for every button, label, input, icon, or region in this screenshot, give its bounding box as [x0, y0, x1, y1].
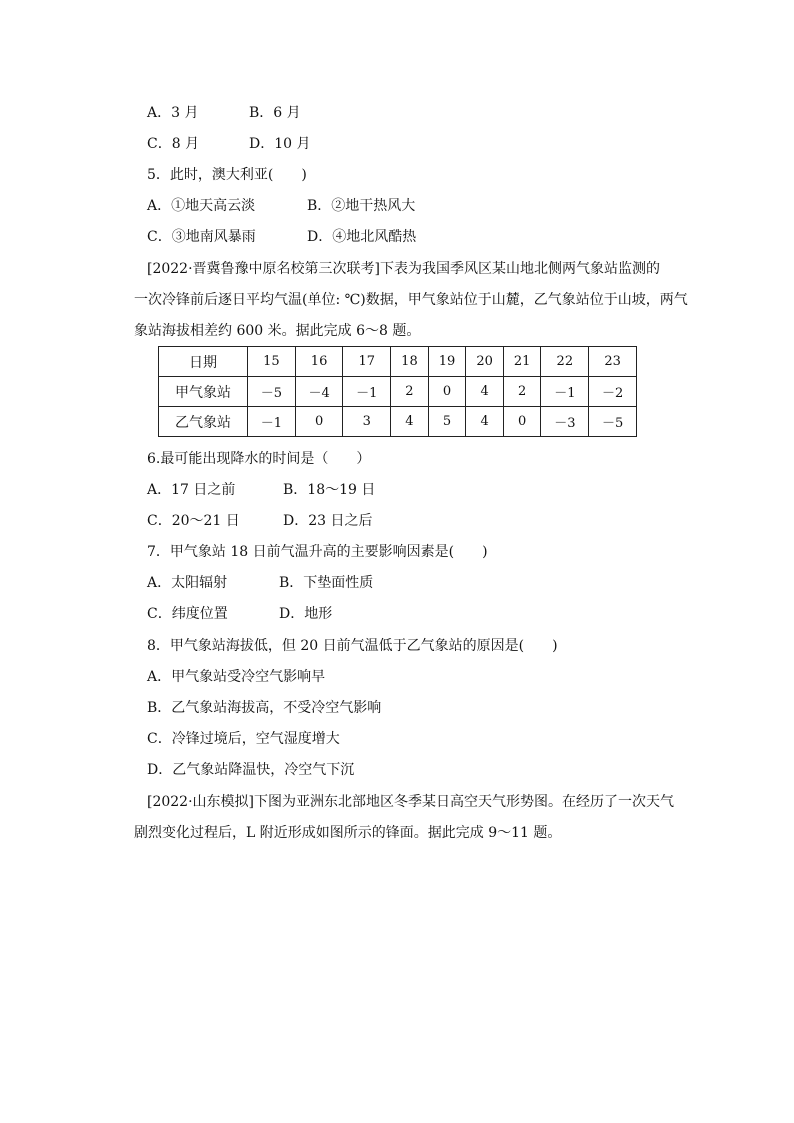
q6-option-a: A．17 日之前	[147, 482, 236, 498]
temp-cell: －1	[343, 377, 391, 407]
temp-cell: 0	[295, 407, 343, 437]
table-header-row	[159, 347, 637, 377]
q8-option-c: C．冷锋过境后，空气湿度增大	[147, 731, 340, 747]
q5-option-b: B．②地干热风大	[307, 198, 416, 214]
q5-option-row-2	[147, 229, 547, 245]
temp-cell: 4	[391, 407, 429, 437]
q7-option-d: D．地形	[279, 606, 333, 622]
temp-cell: 2	[503, 377, 541, 407]
q5-stem: 5．此时，澳大利亚( )	[147, 167, 307, 183]
date-cell: 20	[466, 347, 504, 377]
q8-option-b: B．乙气象站海拔高，不受冷空气影响	[147, 700, 382, 716]
q8-stem: 8．甲气象站海拔低，但 20 日前气温低于乙气象站的原因是( )	[147, 638, 558, 654]
temp-cell: －4	[295, 377, 343, 407]
temp-cell: 0	[503, 407, 541, 437]
date-cell: 21	[503, 347, 541, 377]
q7-option-b: B．下垫面性质	[279, 575, 374, 591]
temp-cell: 4	[466, 377, 504, 407]
q7-option-c: C．纬度位置	[147, 606, 228, 622]
q7-stem: 7．甲气象站 18 日前气温升高的主要影响因素是( )	[147, 544, 488, 560]
q5-option-a: A．①地天高云淡	[147, 198, 256, 214]
table-header-label: 日期	[159, 347, 248, 377]
temp-cell: 3	[343, 407, 391, 437]
temp-cell: －2	[589, 377, 637, 407]
date-cell: 17	[343, 347, 391, 377]
q4-option-b: B．6 月	[249, 105, 301, 121]
date-cell: 16	[295, 347, 343, 377]
q7-option-row-1	[147, 575, 547, 591]
table-row-station-jia	[159, 377, 637, 407]
q4-option-d: D．10 月	[249, 136, 311, 152]
passage2-line-2: 剧烈变化过程后，L 附近形成如图所示的锋面。据此完成 9～11 题。	[134, 825, 562, 841]
temp-cell: －1	[541, 377, 589, 407]
temp-cell: 4	[466, 407, 504, 437]
q5-option-c: C．③地南风暴雨	[147, 229, 256, 245]
temp-cell: 0	[428, 377, 466, 407]
q7-option-row-2	[147, 606, 547, 622]
q6-option-b: B．18～19 日	[283, 482, 376, 498]
q6-option-c: C．20～21 日	[147, 513, 240, 529]
temp-cell: －3	[541, 407, 589, 437]
q4-option-row-2	[147, 136, 547, 152]
station-label: 甲气象站	[159, 377, 248, 407]
temp-cell: －5	[248, 377, 296, 407]
q6-option-d: D．23 日之后	[283, 513, 373, 529]
q6-option-row-2	[147, 513, 547, 529]
q7-option-a: A．太阳辐射	[147, 575, 228, 591]
temp-cell: 2	[391, 377, 429, 407]
temp-cell: －1	[248, 407, 296, 437]
station-label: 乙气象站	[159, 407, 248, 437]
date-cell: 23	[589, 347, 637, 377]
temperature-table	[158, 346, 637, 437]
q5-option-row-1	[147, 198, 547, 214]
passage2-line-1: [2022·山东模拟]下图为亚洲东北部地区冬季某日高空天气形势图。在经历了一次天气	[147, 794, 675, 810]
passage1-line-1: [2022·晋冀鲁豫中原名校第三次联考]下表为我国季风区某山地北侧两气象站监测的	[147, 261, 661, 277]
q5-option-d: D．④地北风酷热	[307, 229, 417, 245]
q6-stem: 6.最可能出现降水的时间是（ ）	[147, 451, 371, 467]
table-row-station-yi	[159, 407, 637, 437]
passage1-line-2: 一次冷锋前后逐日平均气温(单位: ℃)数据，甲气象站位于山麓，乙气象站位于山坡，两气	[134, 292, 688, 308]
date-cell: 15	[248, 347, 296, 377]
temp-cell: 5	[428, 407, 466, 437]
date-cell: 19	[428, 347, 466, 377]
q8-option-d: D．乙气象站降温快，冷空气下沉	[147, 762, 355, 778]
q6-option-row-1	[147, 482, 547, 498]
passage1-line-3: 象站海拔相差约 600 米。据此完成 6～8 题。	[134, 323, 421, 339]
date-cell: 22	[541, 347, 589, 377]
date-cell: 18	[391, 347, 429, 377]
temp-cell: －5	[589, 407, 637, 437]
q4-option-c: C．8 月	[147, 136, 200, 152]
q8-option-a: A．甲气象站受冷空气影响早	[147, 669, 326, 685]
q4-option-a: A．3 月	[147, 105, 199, 121]
q4-option-row-1	[147, 105, 547, 121]
